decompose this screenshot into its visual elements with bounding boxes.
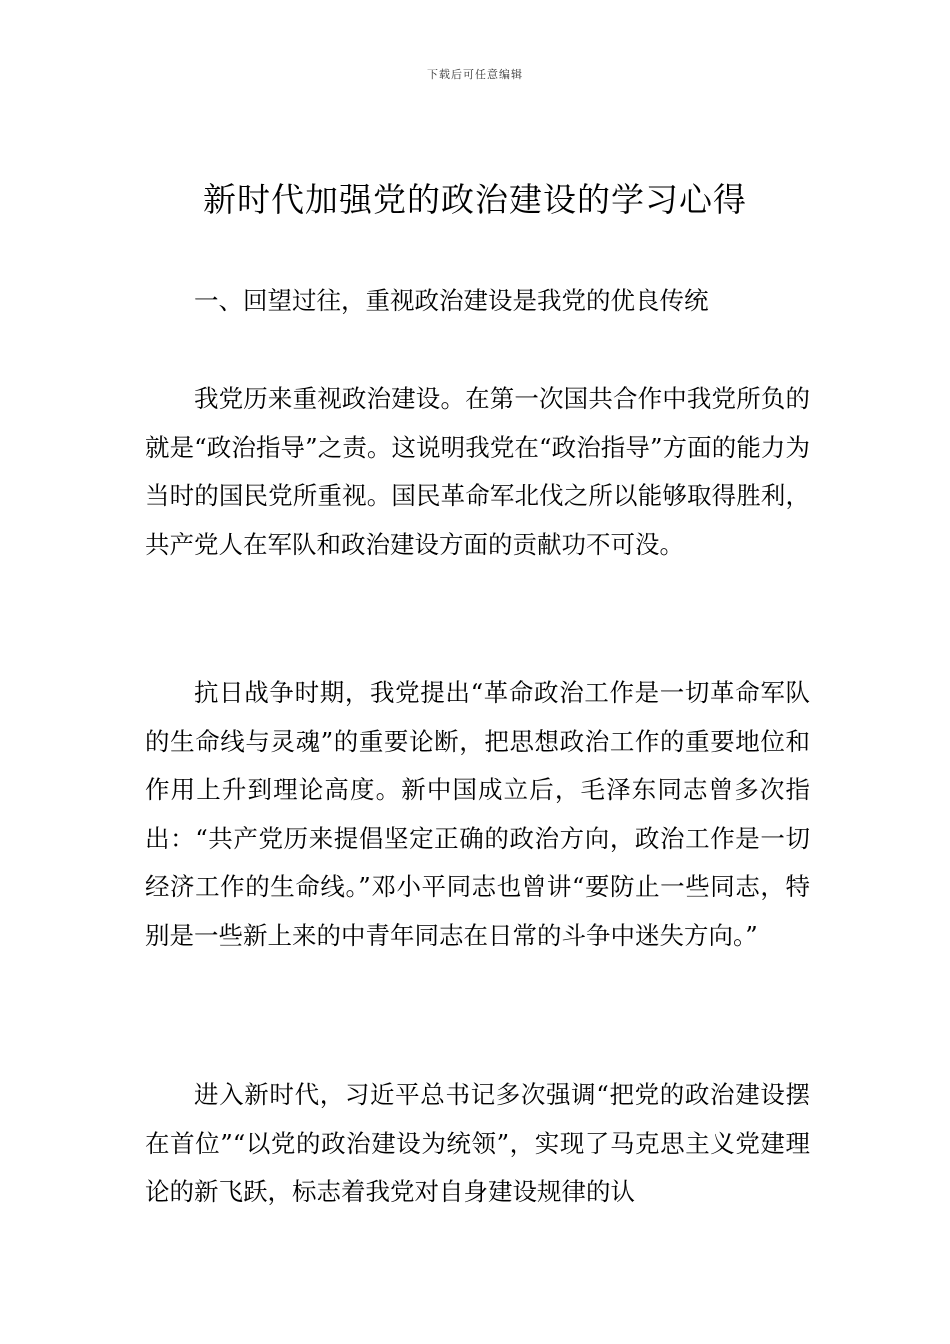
header-note: 下载后可任意编辑 [427, 68, 523, 81]
paragraph-3: 进入新时代，习近平总书记多次强调“把党的政治建设摆在首位”“以党的政治建设为统领”，实现了马克思主义党建理论的新飞跃，标志着我党对自身建设规律的认 [145, 1080, 810, 1207]
document-title: 新时代加强党的政治建设的学习心得 [203, 180, 747, 219]
section-heading: 一、回望过往，重视政治建设是我党的优良传统 [194, 286, 709, 315]
paragraph-1: 我党历来重视政治建设。在第一次国共合作中我党所负的就是“政治指导”之责。这说明我党在“政治指导”方面的能力为当时的国民党所重视。国民革命军北伐之所以能够取得胜利，共产党人在军队和政治建设方面的贡献功不可没。 [145, 384, 810, 559]
paragraph-2: 抗日战争时期，我党提出“革命政治工作是一切革命军队的生命线与灵魂”的重要论断，把思想政治工作的重要地位和作用上升到理论高度。新中国成立后，毛泽东同志曾多次指出：“共产党历来提倡坚定正确的政治方向，政治工作是一切经济工作的生命线。”邓小平同志也曾讲“要防止一些同志，特别是一些新上来的中青年同志在日常的斗争中迷失方向。” [145, 678, 810, 950]
